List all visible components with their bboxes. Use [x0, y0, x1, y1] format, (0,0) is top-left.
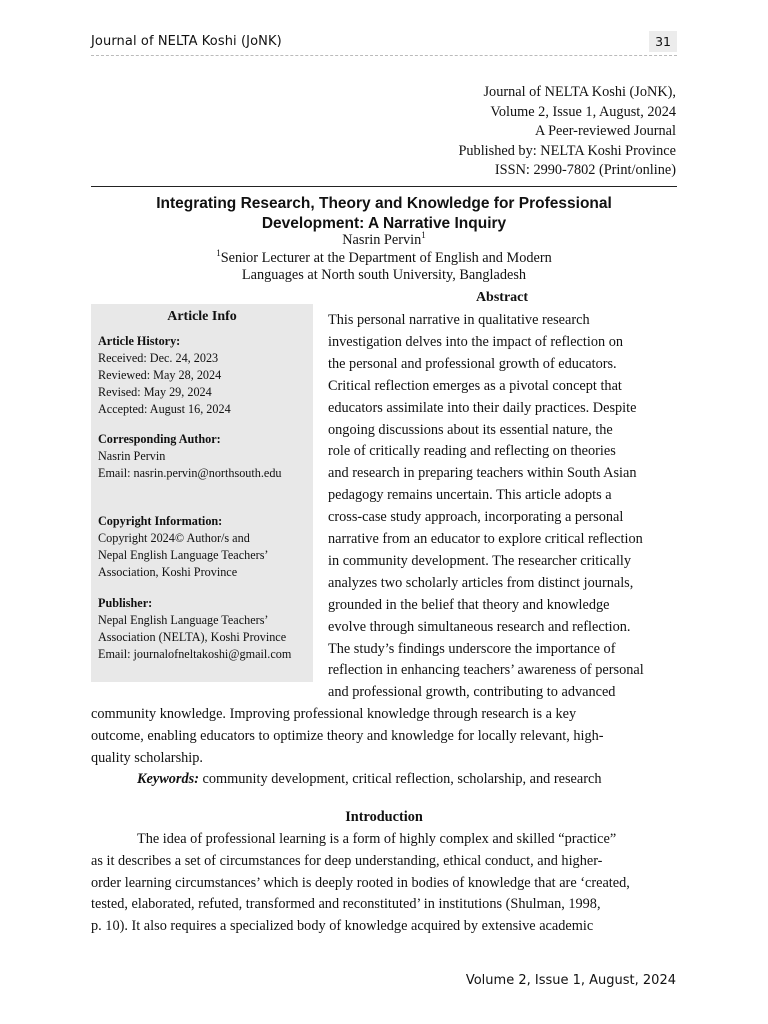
abstract-line: This personal narrative in qualitative research [328, 312, 590, 328]
keywords-label: Keywords: [137, 771, 199, 787]
copyright-label: Copyright Information: [98, 514, 223, 528]
affiliation-line: Languages at North south University, Bangladesh [241, 267, 527, 283]
article-info-box [91, 304, 313, 682]
author-name-line [91, 232, 677, 250]
abstract-line: and research in preparing teachers within South Asian [328, 465, 637, 482]
corresponding-author [98, 431, 282, 482]
article-history [98, 333, 231, 418]
abstract-line: educators assimilate into their daily practices. Despite [328, 399, 637, 416]
corr-name: Nasrin Pervin [98, 449, 166, 463]
header-divider [91, 55, 677, 56]
copyright-line: Association, Koshi Province [98, 565, 238, 579]
abstract-title: Abstract [475, 290, 529, 305]
publisher-line: Association (NELTA), Koshi Province [98, 630, 287, 644]
title-divider [91, 186, 677, 187]
abstract-line: in community development. The researcher critically [328, 552, 632, 569]
journal-info-line: ISSN: 2990-7802 (Print/online) [494, 162, 676, 178]
footer-volume: Volume 2, Issue 1, August, 2024 [465, 973, 676, 988]
corr-email[interactable]: Email: nasrin.pervin@northsouth.edu [98, 466, 282, 480]
copyright-info [98, 513, 269, 581]
publisher-line: Nepal English Language Teachers’ [98, 613, 269, 627]
affiliation-sup: 1 [216, 247, 221, 258]
abstract-line: pedagogy remains uncertain. This article adopts a [328, 487, 612, 504]
article-title-line: Integrating Research, Theory and Knowledge for Professional [156, 195, 612, 212]
abstract-line: The study’s findings underscore the importance of [328, 640, 616, 657]
abstract-line: reflection in enhancing teachers’ awareness of personal [328, 662, 644, 679]
abstract-line: grounded in the belief that theory and knowledge [328, 596, 610, 613]
received-date: Received: Dec. 24, 2023 [98, 351, 219, 365]
publisher-info [98, 595, 291, 663]
introduction-line: p. 10). It also requires a specialized body of knowledge acquired by extensive academic [91, 918, 594, 935]
abstract-line: evolve through simultaneous research and reflection. [328, 618, 631, 635]
abstract-line: and professional growth, contributing to advanced [328, 684, 616, 701]
journal-info-line: Journal of NELTA Koshi (JoNK), [483, 84, 676, 100]
abstract-line: investigation delves into the impact of reflection on [328, 333, 623, 350]
page-number: 31 [649, 31, 677, 52]
affiliation-line: Senior Lecturer at the Department of English and Modern [220, 249, 552, 266]
journal-info-line: Published by: NELTA Koshi Province [458, 142, 676, 159]
abstract-line: the personal and professional growth of educators. [328, 355, 617, 372]
running-head [91, 34, 677, 56]
introduction-line: order learning circumstances’ which is deeply rooted in bodies of knowledge that are ‘created, [91, 874, 630, 891]
reviewed-date: Reviewed: May 28, 2024 [98, 368, 222, 382]
abstract-line: quality scholarship. [91, 749, 203, 766]
publisher-email[interactable]: Email: journalofneltakoshi@gmail.com [98, 647, 292, 661]
introduction-line: The idea of professional learning is a form of highly complex and skilled “practice” [137, 831, 617, 847]
abstract-line: Critical reflection emerges as a pivotal concept that [328, 377, 622, 394]
introduction-line: tested, elaborated, refuted, transformed and reconstituted’ in institutions (Shulman, 1998, [91, 896, 601, 913]
journal-info-line: Volume 2, Issue 1, August, 2024 [490, 103, 676, 120]
keywords [137, 771, 602, 788]
journal-info-block [458, 83, 676, 181]
article-info-header: Article Info [167, 309, 237, 324]
revised-date: Revised: May 29, 2024 [98, 385, 212, 399]
author-affiliation [91, 247, 677, 268]
copyright-line: Nepal English Language Teachers’ [98, 548, 269, 562]
abstract-line: outcome, enabling educators to optimize theory and knowledge for locally relevant, high- [91, 727, 604, 744]
abstract-line: ongoing discussions about its essential nature, the [328, 421, 613, 438]
author-name: Nasrin Pervin [342, 232, 422, 248]
author-sup: 1 [421, 230, 426, 241]
article-title-line: Development: A Narrative Inquiry [261, 214, 507, 232]
copyright-line: Copyright 2024© Author/s and [98, 531, 250, 545]
abstract-line: analyzes two scholarly articles from distinct journals, [328, 574, 634, 591]
abstract-line: role of critically reading and reflecting on theories [328, 443, 616, 460]
abstract-line: narrative from an educator to explore critical reflection [328, 531, 643, 547]
history-label: Article History: [98, 334, 181, 348]
introduction-title: Introduction [345, 809, 423, 825]
abstract-line: community knowledge. Improving professional knowledge through research is a key [91, 706, 577, 722]
author-block [91, 232, 677, 285]
introduction-line: as it describes a set of circumstances for deep understanding, ethical conduct, and higher- [91, 852, 603, 869]
corr-label: Corresponding Author: [98, 432, 221, 446]
article-title [91, 194, 677, 233]
accepted-date: Accepted: August 16, 2024 [98, 402, 231, 416]
running-head-journal: Journal of NELTA Koshi (JoNK) [91, 34, 282, 49]
journal-info-line: A Peer-reviewed Journal [534, 123, 676, 139]
abstract-line: cross-case study approach, incorporating a personal [328, 509, 624, 526]
publisher-label: Publisher: [98, 596, 153, 610]
keywords-text: community development, critical reflection, scholarship, and research [198, 771, 602, 787]
